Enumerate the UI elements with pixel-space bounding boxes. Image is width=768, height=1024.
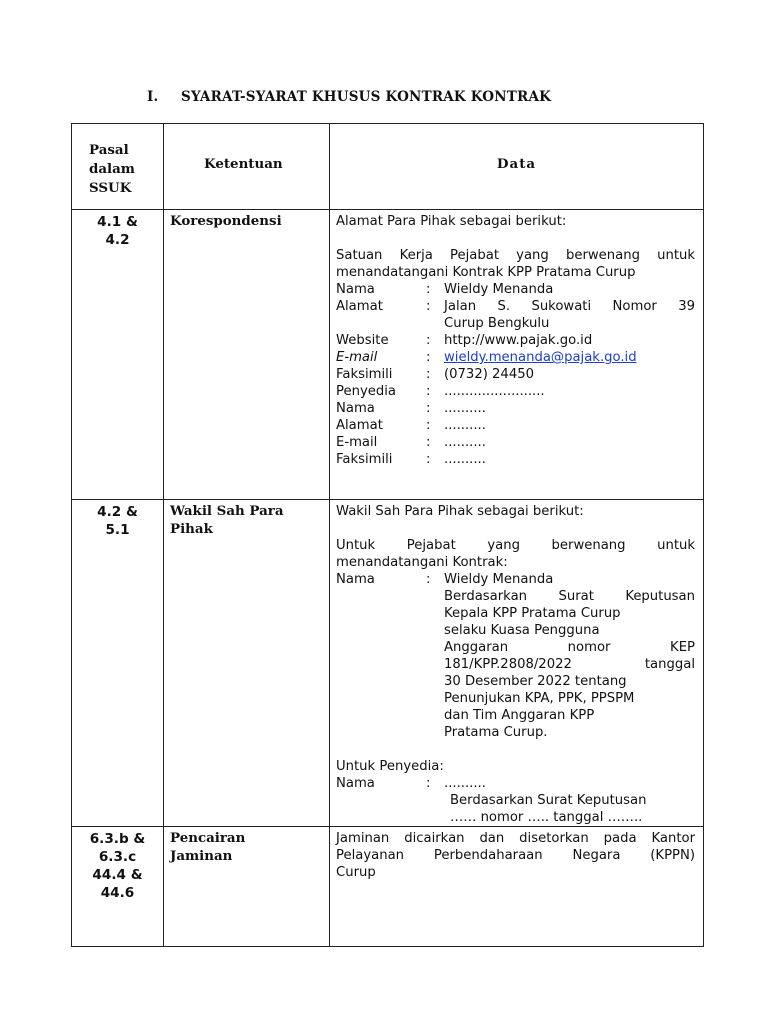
row-data — [330, 500, 704, 827]
row-ketentuan: Wakil Sah Para Pihak — [164, 500, 330, 827]
data-intro: Wakil Sah Para Pihak sebagai berikut: — [336, 504, 584, 519]
email-link[interactable]: wieldy.menanda@pajak.go.id — [444, 350, 637, 365]
row-pasal: 4.1 & 4.2 — [72, 210, 164, 500]
penyedia-decree: Berdasarkan Surat Keputusan …… nomor ….. tanggal …….. — [450, 793, 647, 825]
table-row — [72, 210, 704, 500]
decree-text: Berdasarkan Surat Keputusan Kepala KPP Pratama Curup selaku Kuasa Pengguna Anggaran nomor KEP 181/KPP.2808/2022 tanggal 30 Desember 2022 tentang Penunjukan KPA, PPK, PPSPM dan Tim Anggaran KPP Pratama Curup. — [444, 589, 695, 740]
data-intro: Alamat Para Pihak sebagai berikut: — [336, 214, 567, 229]
table-header-row — [72, 124, 704, 210]
section-title: SYARAT-SYARAT KHUSUS KONTRAK KONTRAK — [181, 89, 552, 105]
website-link: http://www.pajak.go.id — [444, 333, 593, 348]
row-ketentuan: Pencairan Jaminan — [164, 827, 330, 947]
section-number: I. — [147, 89, 159, 105]
header-ketentuan: Ketentuan — [164, 124, 330, 210]
header-data: Data — [330, 124, 704, 210]
row-ketentuan: Korespondensi — [164, 210, 330, 500]
table-row — [72, 827, 704, 947]
representative-fields: Nama : Wieldy Menanda — [336, 572, 554, 587]
data-paragraph-line: Untuk Pejabat yang berwenang untuk — [336, 538, 695, 553]
table-row — [72, 500, 704, 827]
penyedia-intro: Untuk Penyedia: — [336, 759, 444, 774]
row-pasal: 6.3.b & 6.3.c 44.4 & 44.6 — [72, 827, 164, 947]
row-pasal: 4.2 & 5.1 — [72, 500, 164, 827]
data-paragraph-line: menandatangani Kontrak KPP Pratama Curup — [336, 265, 636, 280]
ssuk-table — [71, 123, 704, 947]
data-paragraph-line: Satuan Kerja Pejabat yang berwenang untuk — [336, 248, 695, 263]
data-paragraph-line: menandatangani Kontrak: — [336, 555, 508, 570]
penyedia-fields: Nama : .......... — [336, 776, 486, 791]
header-pasal: Pasal dalam SSUK — [72, 124, 164, 210]
address-fields: Nama : Wieldy Menanda Alamat : Jalan S. Sukowati Nomor 39 Curup Bengkulu Website : http://www.pajak.go.id E-mail : wieldy.menanda@pajak.go.id Faksimili : (0732) 24450 Penyedia : ........................ Nama : .......... Alamat : .......... E-mail : .......... Faksimili : .......... — [336, 282, 695, 467]
row-data — [330, 210, 704, 500]
row-data: Jaminan dicairkan dan disetorkan pada Kantor Pelayanan Perbendaharaan Negara (KPPN) Curup — [330, 827, 704, 947]
